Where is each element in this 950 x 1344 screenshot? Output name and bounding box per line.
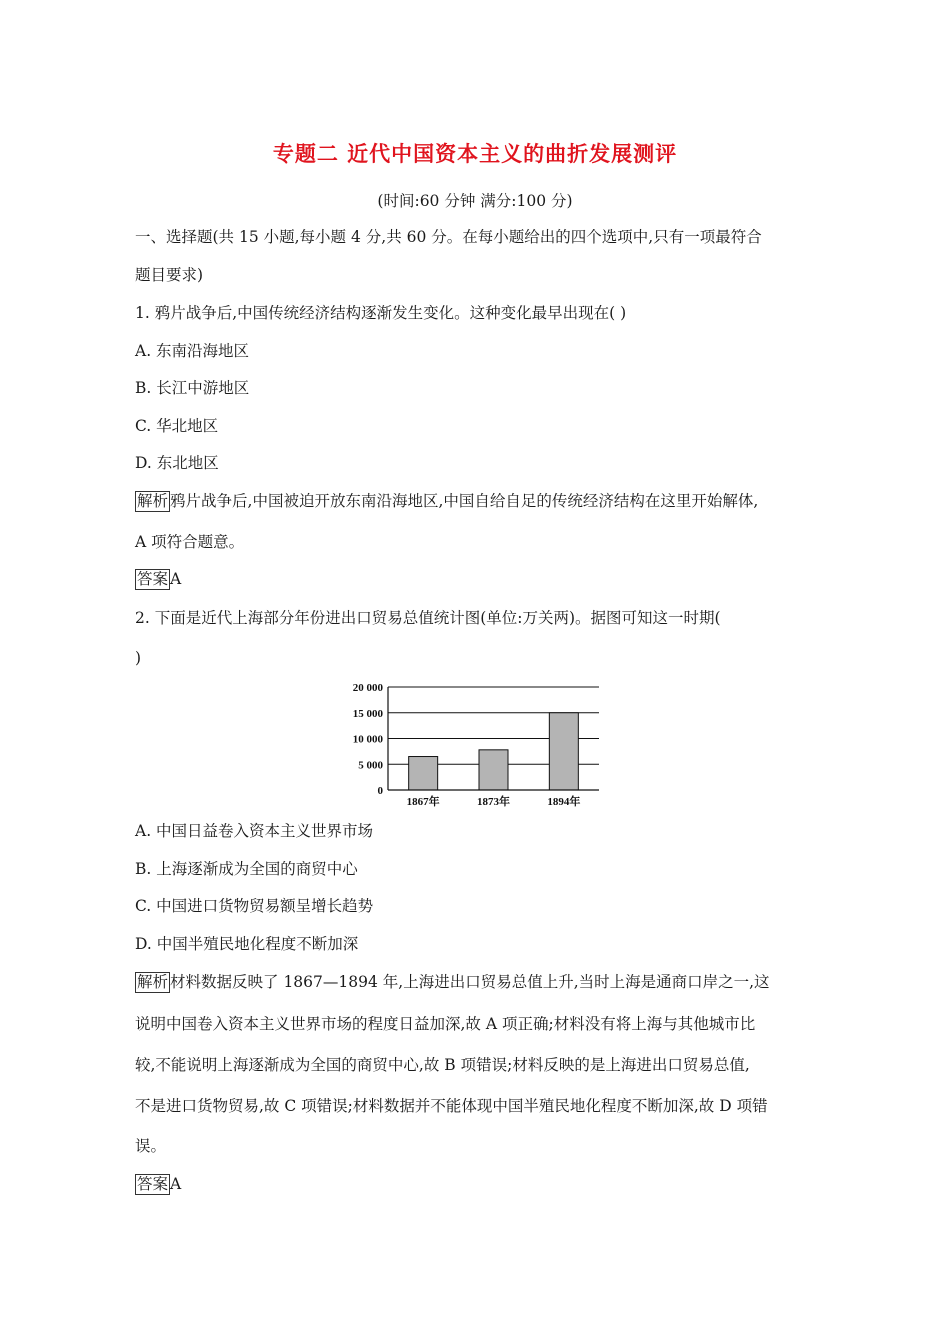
q2-analysis-line-2: 说明中国卷入资本主义世界市场的程度日益加深,故 A 项正确;材料没有将上海与其他城市比 (135, 1015, 756, 1033)
q2-analysis-line-1 (135, 971, 770, 993)
q2-stem-line-1: 2. 下面是近代上海部分年份进出口贸易总值统计图(单位:万关两)。据图可知这一时期( (135, 609, 721, 627)
q2-analysis-text-1: 材料数据反映了 1867—1894 年,上海进出口贸易总值上升,当时上海是通商口岸之一,这 (170, 973, 770, 991)
q2-answer-tag: 答案 (137, 1175, 169, 1193)
q1-analysis-tag: 解析 (137, 492, 169, 510)
section-heading-line-1: 一、选择题(共 15 小题,每小题 4 分,共 60 分。在每小题给出的四个选项中,只有一项最符合 (135, 228, 762, 246)
bar (409, 757, 438, 790)
q2-analysis-line-4: 不是进口货物贸易,故 C 项错误;材料数据并不能体现中国半殖民地化程度不断加深,故 D 项错 (135, 1097, 768, 1115)
q2-option-b: B. 上海逐渐成为全国的商贸中心 (135, 860, 358, 878)
y-tick-label: 10 000 (352, 733, 383, 746)
q1-option-a: A. 东南沿海地区 (135, 342, 250, 360)
q1-analysis-line-2: A 项符合题意。 (135, 533, 245, 551)
exam-info: (时间:60 分钟 满分:100 分) (377, 192, 573, 210)
bar (479, 750, 508, 790)
q1-option-d: D. 东北地区 (135, 454, 219, 472)
q1-option-c: C. 华北地区 (135, 417, 219, 435)
chart-y-tick-labels (353, 682, 384, 797)
page-title: 专题二 近代中国资本主义的曲折发展测评 (272, 142, 678, 166)
q2-option-a: A. 中国日益卷入资本主义世界市场 (135, 822, 374, 840)
q1-stem: 1. 鸦片战争后,中国传统经济结构逐渐发生变化。这种变化最早出现在( ) (135, 304, 627, 322)
x-tick-label: 1867年 (406, 796, 440, 808)
q2-analysis-tag: 解析 (137, 973, 169, 991)
q1-analysis-line-1 (135, 490, 758, 512)
section-heading-line-2: 题目要求) (135, 266, 204, 284)
chart-bars (409, 713, 579, 790)
x-tick-label: 1894年 (547, 796, 581, 808)
trade-bar-chart (340, 675, 610, 815)
q2-stem-line-2: ) (135, 649, 142, 667)
q2-option-c: C. 中国进口货物贸易额呈增长趋势 (135, 897, 374, 915)
x-tick-label: 1873年 (477, 796, 510, 808)
y-tick-label: 15 000 (352, 707, 383, 720)
q2-analysis-line-3: 较,不能说明上海逐渐成为全国的商贸中心,故 B 项错误;材料反映的是上海进出口贸易总值, (135, 1056, 750, 1074)
bar (549, 713, 578, 790)
q2-answer-value: A (170, 1175, 182, 1193)
chart-x-tick-labels (407, 794, 581, 808)
q2-answer (135, 1173, 181, 1195)
y-tick-label: 0 (377, 785, 383, 797)
q1-answer-tag: 答案 (137, 570, 169, 588)
q1-answer-value: A (170, 570, 182, 588)
y-tick-label: 5 000 (358, 759, 383, 772)
q2-analysis-line-5: 误。 (135, 1137, 167, 1155)
q2-option-d: D. 中国半殖民地化程度不断加深 (135, 935, 359, 953)
y-tick-label: 20 000 (352, 682, 383, 694)
q1-answer (135, 568, 181, 590)
q1-option-b: B. 长江中游地区 (135, 379, 250, 397)
q1-analysis-text: 鸦片战争后,中国被迫开放东南沿海地区,中国自给自足的传统经济结构在这里开始解体, (170, 492, 759, 510)
